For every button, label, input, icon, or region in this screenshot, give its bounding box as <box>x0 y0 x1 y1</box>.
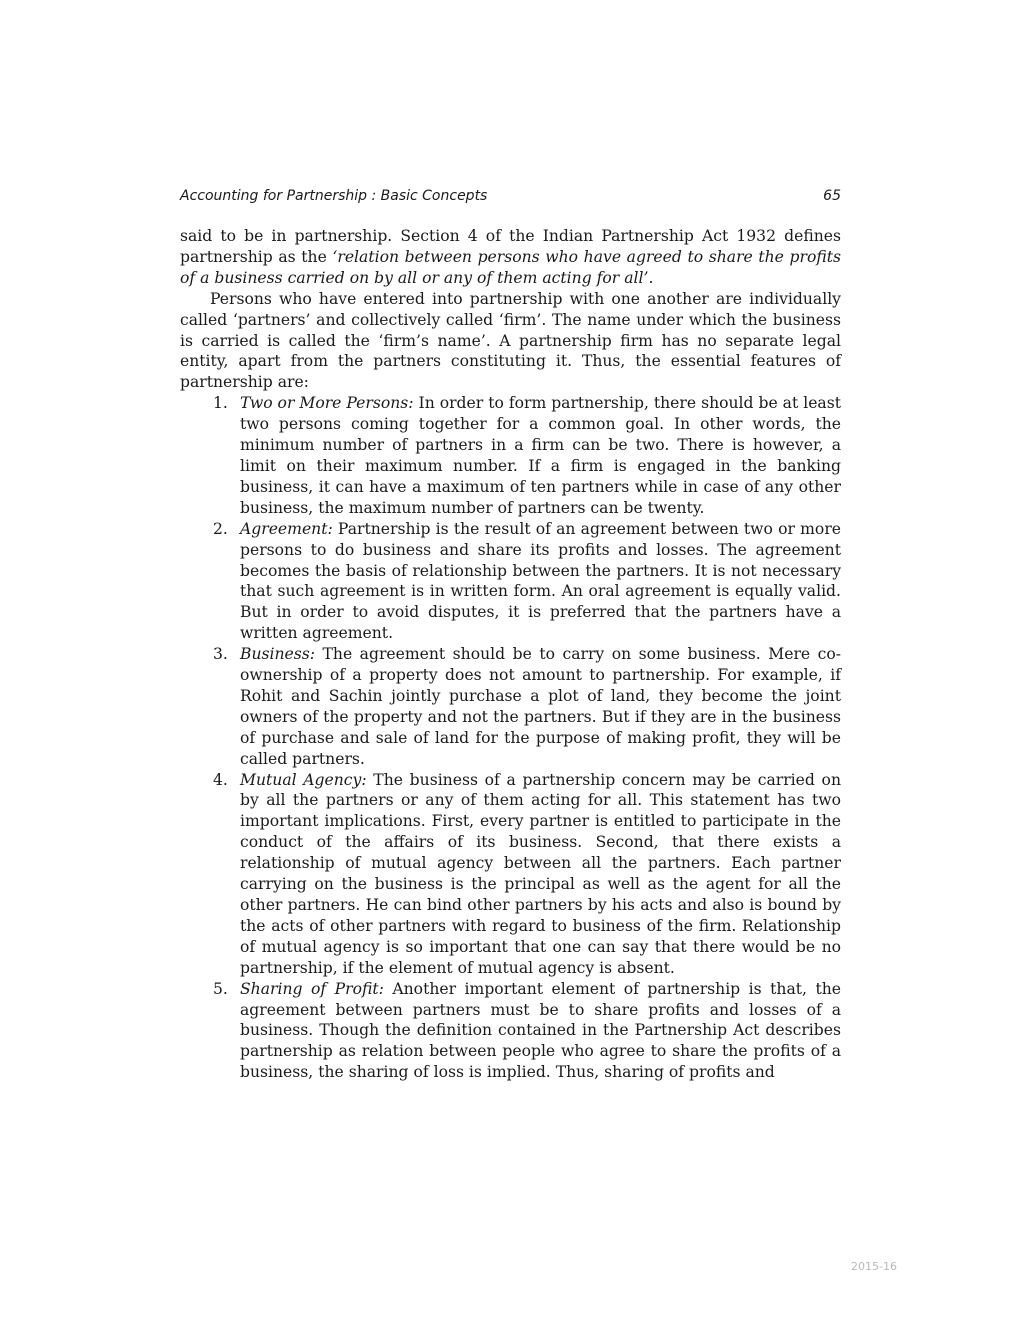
partnership-definition-quote: ‘relation between persons who have agreed to share the profits of a business carried on by all or any of them acting for all’. <box>180 247 842 287</box>
list-item-number: 2. <box>213 519 228 538</box>
definition-lead: said to be in partnership. Section 4 of the Indian Partnership Act 1932 defines partnership as the <box>180 227 841 266</box>
page-number: 65 <box>823 188 841 204</box>
list-item-term: Business: <box>240 645 316 664</box>
list-item-number: 5. <box>213 979 228 998</box>
list-item-term: Mutual Agency: <box>240 770 367 789</box>
features-list <box>180 393 841 1083</box>
list-item <box>180 519 841 644</box>
running-title: Accounting for Partnership : Basic Concepts <box>180 188 488 204</box>
list-item-number: 3. <box>213 645 228 664</box>
paragraph-partners-firm: Persons who have entered into partnership with one another are individually called ‘partners’ and collectively called ‘firm’. The name under which the business is carried is called the ‘firm’s name’. A partnership firm has no separate legal entity, apart from the partners constituting it. Thus, the essential features of partnership are: <box>180 289 841 392</box>
page-header <box>180 188 841 208</box>
list-item-text: The business of a partnership concern may be carried on by all the partners or any of them acting for all. This statement has two important implications. First, every partner is entitled to participate in the conduct of the affairs of its business. Second, that there exists a relationship of mutual agency between all the partners. Each partner carrying on the business is the principal as well as the agent for all the other partners. He can bind other partners by his acts and also is bound by the acts of other partners with regard to business of the firm. Relationship of mutual agency is so important that one can say that there would be no partnership, if the element of mutual agency is absent. <box>240 770 841 977</box>
list-item-term: Agreement: <box>240 519 333 538</box>
list-item-number: 1. <box>213 394 228 413</box>
footer-year: 2015-16 <box>851 1260 897 1273</box>
list-item-term: Sharing of Profit: <box>240 979 384 998</box>
list-item-text: The agreement should be to carry on some business. Mere co-ownership of a property does not amount to partnership. For example, if Rohit and Sachin jointly purchase a plot of land, they become the joint owners of the property and not the partners. But if they are in the business of purchase and sale of land for the purpose of making profit, they will be called partners. <box>240 645 841 768</box>
list-item-text: Another important element of partnership is that, the agreement between partners must be to share profits and losses of a business. Though the definition contained in the Partnership Act describes partnership as relation between people who agree to share the profits of a business, the sharing of loss is implied. Thus, sharing of profits and <box>240 979 841 1082</box>
list-item-term: Two or More Persons: <box>240 394 414 413</box>
list-item <box>180 644 841 769</box>
page-body <box>180 226 841 1083</box>
list-item-number: 4. <box>213 770 228 789</box>
list-item-text: In order to form partnership, there should be at least two persons coming together for a common goal. In other words, the minimum number of partners in a firm can be two. There is however, a limit on their maximum number. If a firm is engaged in the banking business, it can have a maximum of ten partners while in case of any other business, the maximum number of partners can be twenty. <box>240 394 841 517</box>
list-item <box>180 979 841 1084</box>
list-item <box>180 393 841 518</box>
list-item-text: Partnership is the result of an agreement between two or more persons to do business and share its profits and losses. The agreement becomes the basis of relationship between the partners. It is not necessary that such agreement is in written form. An oral agreement is equally valid. But in order to avoid disputes, it is preferred that the partners have a written agreement. <box>240 519 841 643</box>
list-item <box>180 770 841 979</box>
paragraph-definition <box>180 226 841 289</box>
